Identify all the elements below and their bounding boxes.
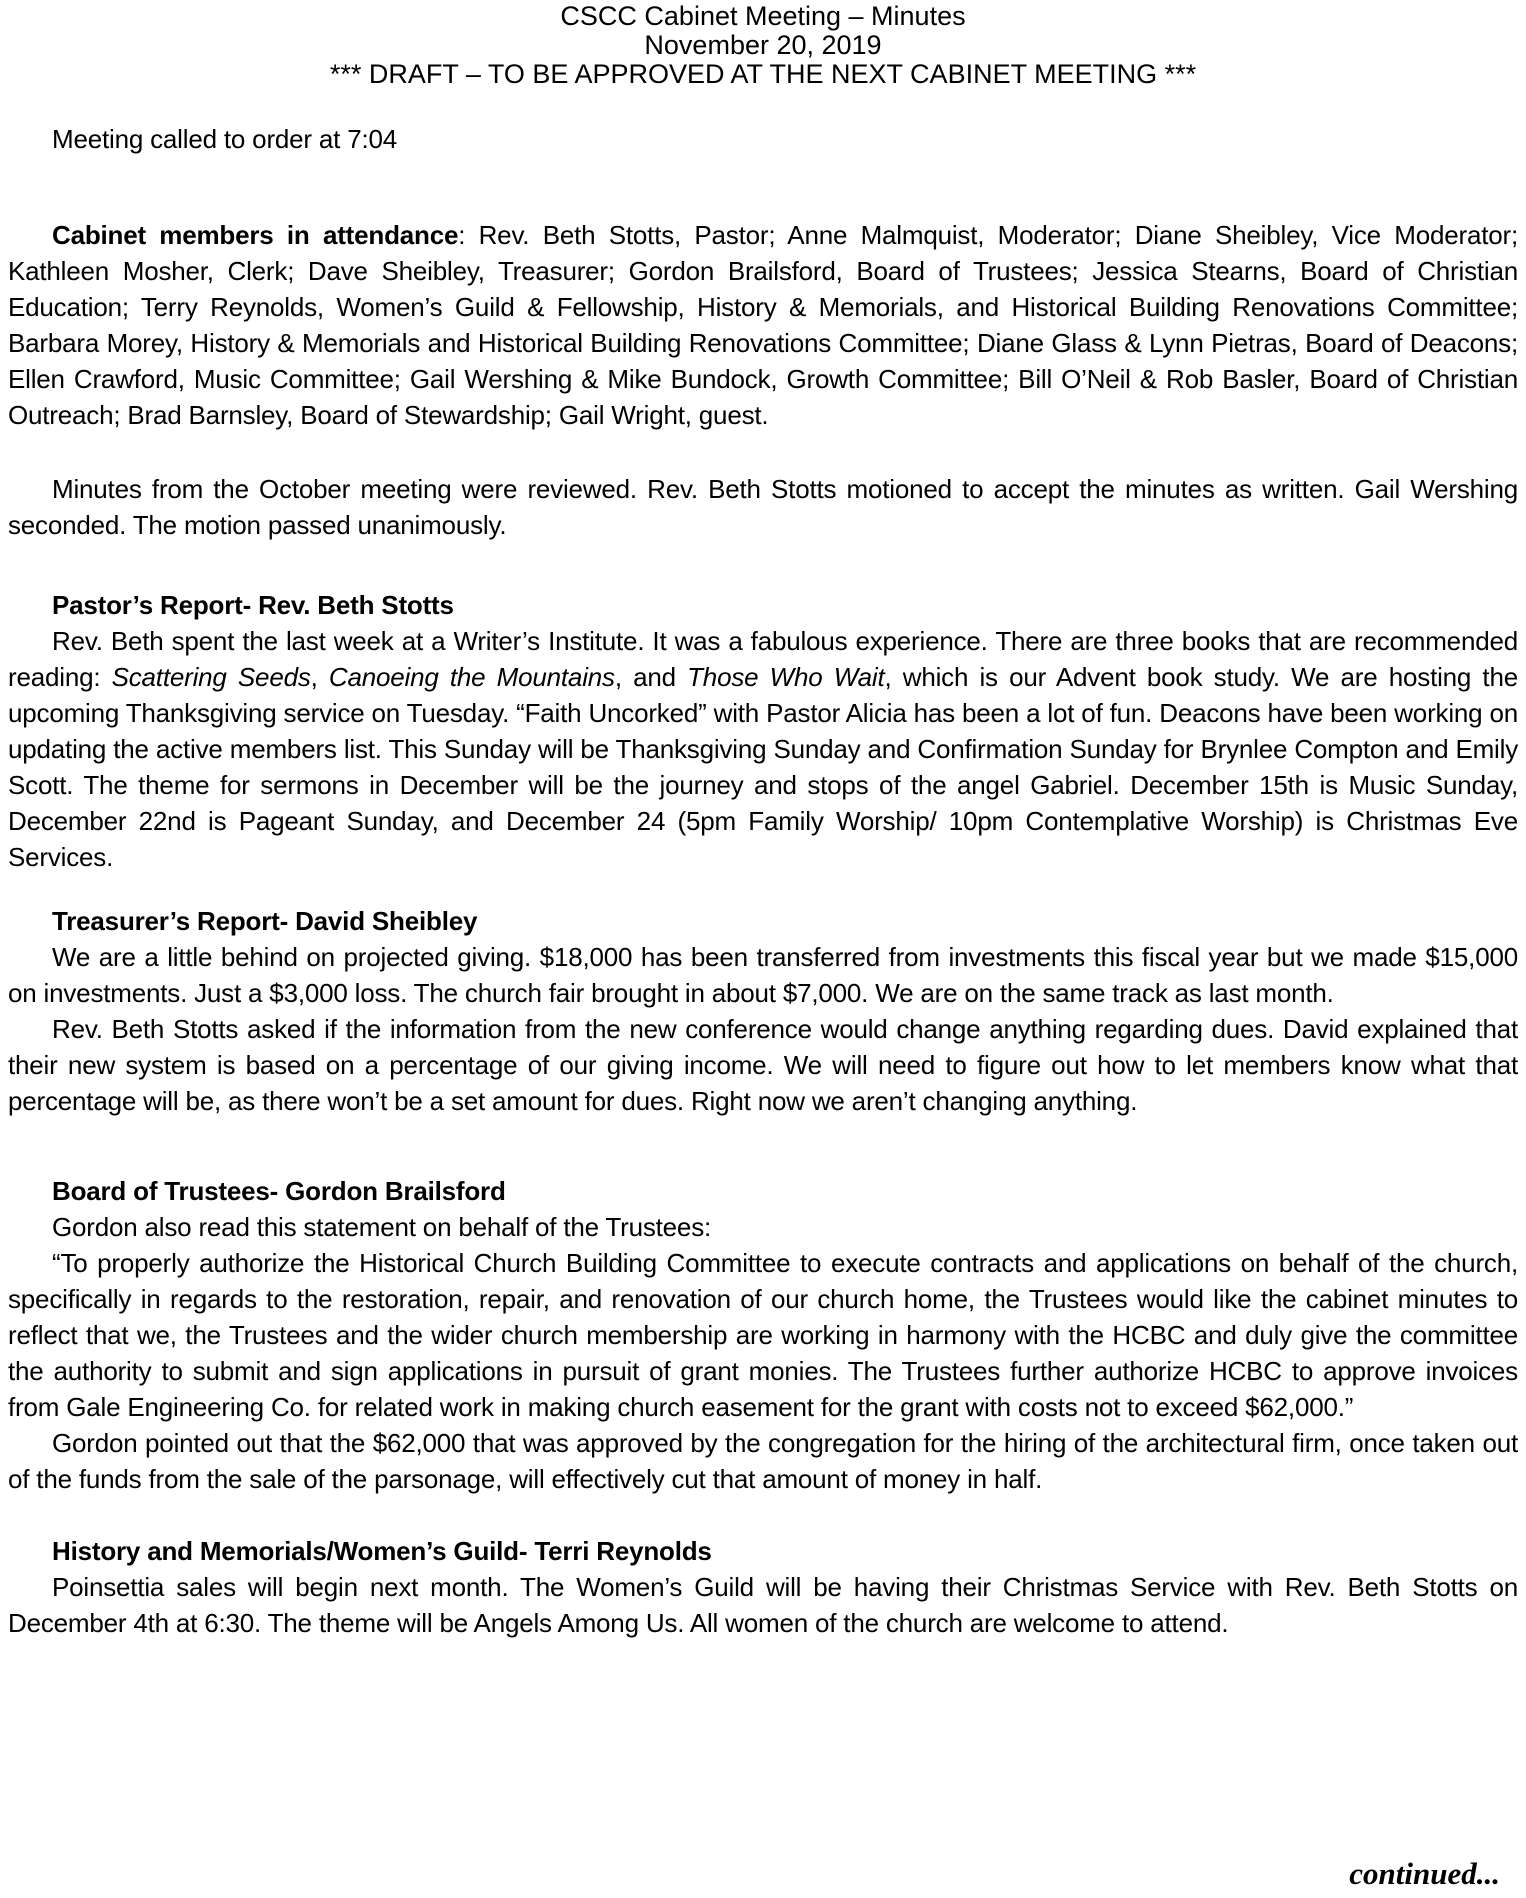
pastor-report-text-3: , and [614, 662, 688, 692]
treasurer-report-paragraph-1: We are a little behind on projected giving. $18,000 has been transferred from investments this fiscal year but we made $15,000 on investments. Just a $3,000 loss. The church fair brought in about $7,000. We are on the same track as last month. [8, 942, 1518, 1008]
pastor-report-text-2: , [310, 662, 329, 692]
pastor-report-text-4: , which is our Advent book study. We are hosting the upcoming Thanksgiving service on Tuesday. “Faith Uncorked” with Pastor Alicia has been a lot of fun. Deacons have been working on updating the active members list. This Sunday will be Thanksgiving Sunday and Confirmation Sunday for Brynlee Compton and Emily Scott. The theme for sermons in December will be the journey and stops of the angel Gabriel. December 15th is Music Sunday, December 22nd is Pageant Sunday, and December 24 (5pm Family Worship/ 10pm Contemplative Worship) is Christmas Eve Services. [8, 662, 1518, 872]
minutes-approval-paragraph: Minutes from the October meeting were reviewed. Rev. Beth Stotts motioned to accept the minutes as written. Gail Wershing seconded. The motion passed unanimously. [8, 474, 1518, 540]
book-title-canoeing-the-mountains: Canoeing the Mountains [328, 662, 615, 692]
history-memorials-paragraph: Poinsettia sales will begin next month. The Women’s Guild will be having their Christmas Service with Rev. Beth Stotts on December 4th at 6:30. The theme will be Angels Among Us. All women of the church are welcome to attend. [8, 1572, 1518, 1638]
book-title-those-who-wait: Those Who Wait [687, 662, 885, 692]
document-date: November 20, 2019 [644, 30, 882, 60]
document-header [8, 0, 1518, 89]
trustees-note-paragraph: Gordon pointed out that the $62,000 that was approved by the congregation for the hiring of the architectural firm, once taken out of the funds from the sale of the parsonage, will effectively cut that amount of money in half. [8, 1428, 1518, 1494]
attendance-list: : Rev. Beth Stotts, Pastor; Anne Malmquist, Moderator; Diane Sheibley, Vice Moderator; Kathleen Mosher, Clerk; Dave Sheibley, Treasurer; Gordon Brailsford, Board of Trustees; Jessica Stearns, Board of Christian Education; Terry Reynolds, Women’s Guild & Fellowship, History & Memorials, and Historical Building Renovations Committee; Barbara Morey, History & Memorials and Historical Building Renovations Committee; Diane Glass & Lynn Pietras, Board of Deacons; Ellen Crawford, Music Committee; Gail Wershing & Mike Bundock, Growth Committee; Bill O’Neil & Rob Basler, Board of Christian Outreach; Brad Barnsley, Board of Stewardship; Gail Wright, guest. [8, 220, 1518, 430]
draft-notice: *** DRAFT – TO BE APPROVED AT THE NEXT CABINET MEETING *** [329, 59, 1197, 89]
pastor-report-paragraph [8, 623, 1518, 875]
pastor-report-text-1: Rev. Beth spent the last week at a Writer’s Institute. It was a fabulous experience. There are three books that are recommended reading: [8, 626, 1518, 692]
pastor-report-heading: Pastor’s Report- Rev. Beth Stotts [52, 590, 454, 620]
trustees-statement-paragraph: “To properly authorize the Historical Church Building Committee to execute contracts and applications on behalf of the church, specifically in regards to the restoration, repair, and renovation of our church home, the Trustees would like the cabinet minutes to reflect that we, the Trustees and the wider church membership are working in harmony with the HCBC and duly give the committee the authority to submit and sign applications in pursuit of grant monies. The Trustees further authorize HCBC to approve invoices from Gale Engineering Co. for related work in making church easement for the grant with costs not to exceed $62,000.” [8, 1248, 1518, 1422]
trustees-intro-line: Gordon also read this statement on behalf of the Trustees: [52, 1212, 712, 1242]
treasurer-report-paragraph-2: Rev. Beth Stotts asked if the information from the new conference would change anything regarding dues. David explained that their new system is based on a percentage of our giving income. We will need to figure out how to let members know what that percentage will be, as there won’t be a set amount for dues. Right now we aren’t changing anything. [8, 1014, 1518, 1116]
attendance-label: Cabinet members in attendance [52, 220, 459, 250]
book-title-scattering-seeds: Scattering Seeds [111, 662, 311, 692]
trustees-report-heading: Board of Trustees- Gordon Brailsford [52, 1176, 506, 1206]
attendance-paragraph [8, 217, 1518, 433]
document-title: CSCC Cabinet Meeting – Minutes [560, 1, 966, 31]
called-to-order-line: Meeting called to order at 7:04 [52, 124, 398, 154]
history-memorials-heading: History and Memorials/Women’s Guild- Terri Reynolds [52, 1536, 712, 1566]
treasurer-report-heading: Treasurer’s Report- David Sheibley [52, 906, 478, 936]
continued-note: continued... [1349, 1856, 1500, 1891]
